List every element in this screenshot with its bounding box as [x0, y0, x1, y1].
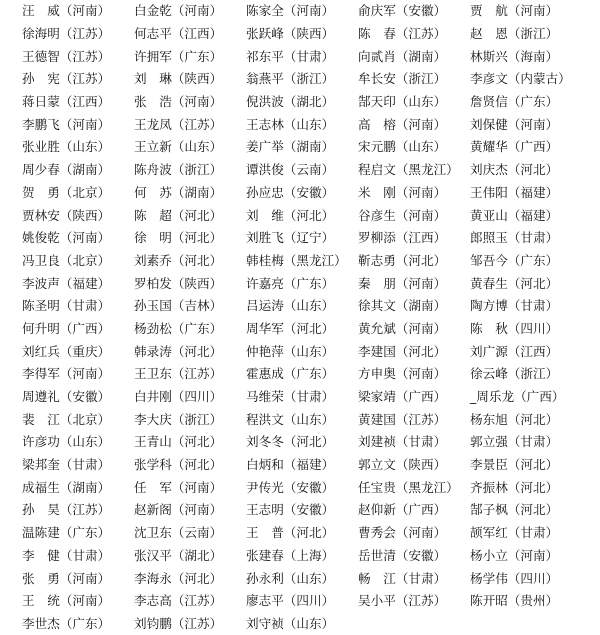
name-entry: 米 刚（河南） — [358, 184, 447, 200]
name-entry: 周遵礼（安徽） — [22, 389, 111, 405]
name-entry: 徐 明（河北） — [134, 230, 223, 246]
name-entry: 刘 琳（陕西） — [134, 71, 223, 87]
name-entry: 黄允斌（河南） — [358, 320, 447, 336]
name-entry: 孙永利（山东） — [246, 570, 335, 586]
name-entry: 韩录涛（河北） — [134, 343, 223, 359]
name-entry: 刘建祯（甘肃） — [358, 434, 447, 450]
name-entry: 张 浩（河南） — [134, 94, 223, 110]
name-entry: 赵 恩（浙江） — [470, 26, 559, 42]
name-entry: 王志林（山东） — [246, 116, 335, 132]
name-entry: 罗柏发（陕西） — [134, 275, 223, 291]
name-entry: 何志平（江西） — [134, 26, 223, 42]
name-entry: 尹传光（安徽） — [246, 479, 335, 495]
name-entry: 何 苏（湖南） — [134, 184, 223, 200]
name-row — [0, 408, 600, 431]
name-entry: 牟长安（浙江） — [358, 71, 447, 87]
name-entry: 张跃峰（陕西） — [246, 26, 335, 42]
name-entry: 罗柳添（江西） — [358, 230, 447, 246]
name-entry: 谷彦生（河南） — [358, 207, 447, 223]
name-entry: 黄亚山（福建） — [470, 207, 559, 223]
name-entry: 林斯兴（海南） — [470, 48, 559, 64]
name-entry: 靳志勇（河北） — [358, 252, 447, 268]
name-entry: 姚俊乾（河南） — [22, 230, 111, 246]
name-entry: 陈开昭（贵州） — [470, 593, 559, 609]
name-row — [0, 522, 600, 545]
name-row — [0, 545, 600, 568]
name-row — [0, 45, 600, 68]
name-entry: 邹吾今（广东） — [470, 252, 559, 268]
name-row — [0, 272, 600, 295]
name-entry: 何升明（广西） — [22, 320, 111, 336]
name-entry: 吕运涛（山东） — [246, 298, 335, 314]
name-entry: 张建春（上海） — [246, 547, 335, 563]
name-row — [0, 204, 600, 227]
name-entry: 吴小平（江苏） — [358, 593, 447, 609]
name-entry: 李 健（甘肃） — [22, 547, 111, 563]
name-entry: 沈卫东（云南） — [134, 525, 223, 541]
name-entry: 宋元鹏（山东） — [358, 139, 447, 155]
name-entry: 曹秀会（河南） — [358, 525, 447, 541]
name-entry: 孙应忠（安徽） — [246, 184, 335, 200]
name-entry: 刘保健（河南） — [470, 116, 559, 132]
name-entry: 刘胜飞（辽宁） — [246, 230, 335, 246]
name-entry: 陈舟波（浙江） — [134, 162, 223, 178]
name-entry: 陈 秋（四川） — [470, 320, 559, 336]
name-entry: 李志高（江苏） — [134, 593, 223, 609]
name-entry: 畅 江（甘肃） — [358, 570, 447, 586]
name-entry: 张学科（河北） — [134, 457, 223, 473]
name-entry: 任 军（河南） — [134, 479, 223, 495]
name-row — [0, 182, 600, 205]
name-entry: 王龙凤（江苏） — [134, 116, 223, 132]
name-row — [0, 159, 600, 182]
name-row — [0, 113, 600, 136]
name-entry: 刘广源（江西） — [470, 343, 559, 359]
name-entry: 张汉平（湖北） — [134, 547, 223, 563]
name-entry: 刘 维（河北） — [246, 207, 335, 223]
name-entry: 李大庆（浙江） — [134, 411, 223, 427]
name-entry: 俞庆军（安徽） — [358, 3, 447, 19]
name-entry: 陈圣明（甘肃） — [22, 298, 111, 314]
name-entry: 王立新（山东） — [134, 139, 223, 155]
name-entry: 周少春（湖南） — [22, 162, 111, 178]
name-row — [0, 68, 600, 91]
name-entry: 陶方博（甘肃） — [470, 298, 559, 314]
name-entry: 赵新阁（河南） — [134, 502, 223, 518]
name-row — [0, 91, 600, 114]
name-entry: 颉军红（甘肃） — [470, 525, 559, 541]
name-entry: 陈 超（河北） — [134, 207, 223, 223]
name-row — [0, 136, 600, 159]
name-entry: 汪 威（河南） — [22, 3, 111, 19]
name-entry: 刘红兵（重庆） — [22, 343, 111, 359]
name-entry: 张 勇（河南） — [22, 570, 111, 586]
name-row — [0, 340, 600, 363]
name-entry: 王 统（河南） — [22, 593, 111, 609]
name-entry: 徐海明（江苏） — [22, 26, 111, 42]
name-entry: 王青山（河北） — [134, 434, 223, 450]
name-row — [0, 454, 600, 477]
name-entry: 贾 航（河南） — [470, 3, 559, 19]
name-entry: 徐云峰（浙江） — [470, 366, 559, 382]
name-entry: 郜天印（山东） — [358, 94, 447, 110]
name-row — [0, 590, 600, 613]
name-entry: 李鹏飞（河南） — [22, 116, 111, 132]
name-entry: 黄春生（河北） — [470, 275, 559, 291]
name-entry: 白金乾（河南） — [134, 3, 223, 19]
name-row — [0, 318, 600, 341]
name-entry: 蒋日蒙（江西） — [22, 94, 111, 110]
name-entry: 温陈建（广东） — [22, 525, 111, 541]
name-entry: 杨东旭（河北） — [470, 411, 559, 427]
name-entry: 倪洪波（湖北） — [246, 94, 335, 110]
name-entry: 刘冬冬（河北） — [246, 434, 335, 450]
name-entry: 李建国（河北） — [358, 343, 447, 359]
name-row — [0, 567, 600, 590]
name-row — [0, 613, 600, 635]
name-row — [0, 227, 600, 250]
name-row — [0, 23, 600, 46]
name-row — [0, 363, 600, 386]
name-entry: 冯卫良（北京） — [22, 252, 111, 268]
name-entry: 程洪文（山东） — [246, 411, 335, 427]
name-entry: 郎照玉（甘肃） — [470, 230, 559, 246]
name-entry: 马维荣（甘肃） — [246, 389, 335, 405]
name-entry: 贾林安（陕西） — [22, 207, 111, 223]
name-entry: 张业胜（山东） — [22, 139, 111, 155]
name-entry: 陈家全（河南） — [246, 3, 335, 19]
name-entry: 岳世清（安徽） — [358, 547, 447, 563]
name-entry: 王志明（安徽） — [246, 502, 335, 518]
name-entry: 祁东平（甘肃） — [246, 48, 335, 64]
name-entry: 许拥军（广东） — [134, 48, 223, 64]
name-row — [0, 0, 600, 23]
name-row — [0, 431, 600, 454]
name-entry: 郜子枫（河北） — [470, 502, 559, 518]
name-entry: 王伟阳（福建） — [470, 184, 559, 200]
name-row — [0, 386, 600, 409]
name-entry: 陈 春（江苏） — [358, 26, 447, 42]
name-entry: 许嘉亮（广东） — [246, 275, 335, 291]
name-entry: 黄建国（江苏） — [358, 411, 447, 427]
name-entry: 许彦功（山东） — [22, 434, 111, 450]
name-entry: 李波声（福建） — [22, 275, 111, 291]
name-entry: 李景臣（河北） — [470, 457, 559, 473]
name-row — [0, 499, 600, 522]
name-entry: 郭立文（陕西） — [358, 457, 447, 473]
name-entry: 梁家靖（广西） — [358, 389, 447, 405]
name-entry: 孙 宪（江苏） — [22, 71, 111, 87]
name-entry: 杨劲松（广东） — [134, 320, 223, 336]
name-entry: 刘素乔（河北） — [134, 252, 223, 268]
name-entry: 杨学伟（四川） — [470, 570, 559, 586]
name-entry: 翁燕平（浙江） — [246, 71, 335, 87]
name-entry: 成福生（湖南） — [22, 479, 111, 495]
name-entry: _周乐龙（广西） — [470, 389, 565, 405]
name-row — [0, 250, 600, 273]
name-entry: 王卫东（江苏） — [134, 366, 223, 382]
name-entry: 孙玉国（吉林） — [134, 298, 223, 314]
name-entry: 徐其文（湖南） — [358, 298, 447, 314]
name-entry: 霍惠成（广东） — [246, 366, 335, 382]
name-entry: 贺 勇（北京） — [22, 184, 111, 200]
name-entry: 孙 昊（江苏） — [22, 502, 111, 518]
name-entry: 王德智（江苏） — [22, 48, 111, 64]
name-entry: 高 榕（河南） — [358, 116, 447, 132]
name-row — [0, 476, 600, 499]
name-entry: 刘庆杰（河北） — [470, 162, 559, 178]
name-entry: 程启文（黑龙江） — [358, 162, 459, 178]
name-entry: 赵仰新（广西） — [358, 502, 447, 518]
name-row — [0, 295, 600, 318]
name-entry: 李得军（河南） — [22, 366, 111, 382]
name-entry: 黄耀华（广西） — [470, 139, 559, 155]
name-entry: 刘守祯（山东） — [246, 615, 335, 631]
name-entry: 白炳和（福建） — [246, 457, 335, 473]
name-entry: 裴 江（北京） — [22, 411, 111, 427]
name-entry: 向贰肖（湖南） — [358, 48, 447, 64]
name-entry: 刘钧鹏（江苏） — [134, 615, 223, 631]
name-entry: 梁邦奎（甘肃） — [22, 457, 111, 473]
name-entry: 李彦文（内蒙古） — [470, 71, 571, 87]
name-entry: 白井刚（四川） — [134, 389, 223, 405]
name-entry: 杨小立（河南） — [470, 547, 559, 563]
name-entry: 王 普（河北） — [246, 525, 335, 541]
name-entry: 李海永（河北） — [134, 570, 223, 586]
name-entry: 任宝贵（黑龙江） — [358, 479, 459, 495]
name-entry: 李世杰（广东） — [22, 615, 111, 631]
name-entry: 谭洪俊（云南） — [246, 162, 335, 178]
name-entry: 郭立强（甘肃） — [470, 434, 559, 450]
name-entry: 詹贤信（广东） — [470, 94, 559, 110]
name-entry: 仲艳萍（山东） — [246, 343, 335, 359]
name-entry: 廖志平（四川） — [246, 593, 335, 609]
name-entry: 周华军（河北） — [246, 320, 335, 336]
name-entry: 方申奥（河南） — [358, 366, 447, 382]
name-entry: 姜广举（湖南） — [246, 139, 335, 155]
name-entry: 齐振林（河北） — [470, 479, 559, 495]
name-entry: 秦 朋（河南） — [358, 275, 447, 291]
name-entry: 韩桂梅（黑龙江） — [246, 252, 347, 268]
